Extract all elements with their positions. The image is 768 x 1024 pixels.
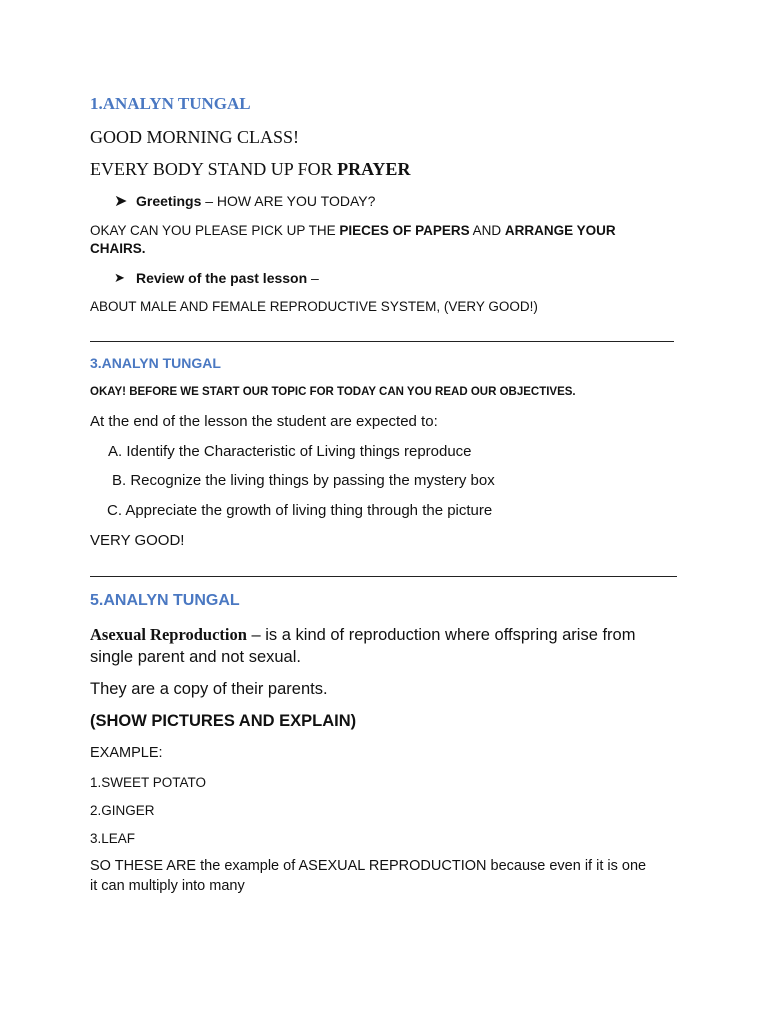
section3-heading: 3.ANALYN TUNGAL: [90, 355, 221, 371]
greetings-item: [136, 193, 375, 209]
review-item: [136, 270, 319, 286]
objective-c: C. Appreciate the growth of living thing through the picture: [107, 502, 493, 519]
example-item: 2.GINGER: [90, 803, 155, 818]
example-label: EXAMPLE:: [90, 745, 163, 761]
asexual-definition-line2: single parent and not sexual.: [90, 648, 301, 666]
example-item: 3.LEAF: [90, 831, 136, 846]
objective-a: A. Identify the Characteristic of Living things reproduce: [108, 443, 472, 460]
good-morning-line: GOOD MORNING CLASS!: [90, 127, 300, 147]
prayer-word: PRAYER: [337, 159, 411, 179]
example-item: 1.SWEET POTATO: [90, 775, 207, 790]
review-text: ABOUT MALE AND FEMALE REPRODUCTIVE SYSTEM, (VERY GOOD!): [90, 299, 538, 314]
definition-text: – is a kind of reproduction where offspring arise from: [246, 626, 636, 644]
show-pictures-text: (SHOW PICTURES AND EXPLAIN): [90, 712, 357, 730]
arrow-bullet-icon: ➤: [114, 193, 128, 210]
divider-line: [90, 341, 674, 342]
greetings-text: – HOW ARE YOU TODAY?: [201, 193, 376, 209]
instruction-chairs: CHAIRS.: [90, 241, 146, 256]
copy-of-parents-text: They are a copy of their parents.: [90, 680, 328, 698]
section1-heading: 1.ANALYN TUNGAL: [90, 94, 251, 113]
arrow-bullet-icon: ➤: [114, 270, 125, 285]
instruction-prefix: OKAY CAN YOU PLEASE PICK UP THE: [90, 223, 340, 238]
prayer-line: [90, 159, 410, 180]
asexual-term: Asexual Reproduction: [90, 625, 247, 644]
section5-heading: 5.ANALYN TUNGAL: [90, 592, 240, 609]
objectives-lead: At the end of the lesson the student are expected to:: [90, 413, 438, 430]
instruction-line: [90, 223, 616, 238]
objective-b: B. Recognize the living things by passing the mystery box: [112, 472, 495, 489]
instruction-bold-arrange: ARRANGE YOUR: [504, 223, 616, 238]
summary-line1: SO THESE ARE the example of ASEXUAL REPRODUCTION because even if it is one: [90, 858, 647, 874]
prayer-line-text: EVERY BODY STAND UP FOR: [90, 159, 338, 179]
very-good-text: VERY GOOD!: [90, 532, 185, 549]
instruction-mid: AND: [469, 223, 505, 238]
greetings-label: Greetings: [136, 193, 202, 209]
asexual-definition-line1: [90, 625, 635, 645]
instruction-bold-papers: PIECES OF PAPERS: [339, 223, 470, 238]
review-label: Review of the past lesson: [136, 270, 308, 286]
summary-line2: it can multiply into many: [90, 878, 245, 894]
divider-line: [90, 576, 677, 577]
objectives-intro: OKAY! BEFORE WE START OUR TOPIC FOR TODAY CAN YOU READ OUR OBJECTIVES.: [90, 386, 576, 398]
review-dash: –: [307, 270, 319, 286]
